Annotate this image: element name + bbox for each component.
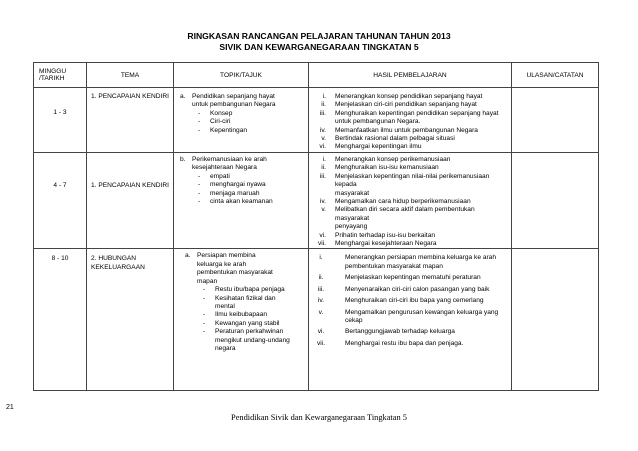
col-tema: TEMA [87, 63, 174, 88]
col-minggu: MINGGU /TARIKH [34, 63, 87, 88]
ulasan-cell [512, 153, 599, 249]
list-item: iii. Menghuraikan kepentingan pendidikan sepanjang hayat untuk pembangunan Negara. [319, 109, 499, 126]
minggu-cell: 8 - 10 [34, 249, 87, 391]
list-item: iii. Menjelaskan kepentingan nilai-nilai perikemanusiaan kepada masyarakat [319, 172, 490, 197]
page-footer: Pendidikan Sivik dan Kewarganegaraan Tingkatan 5 [231, 413, 407, 422]
page-corner-mark: 21 [6, 404, 14, 411]
list-item: vi. Menghargai kepentingan ilmu [319, 143, 422, 151]
topik-cell: a. Persiapan membina keluarga ke arah pembentukan masyarakat mapan - Restu ibu/bapa penjaga - Kesihatan fizikal dan mental - Ilmu keibubapaan - Kewangan yang stabil - Peraturan perkahwinan mengikut undang-undang negara [174, 249, 309, 391]
list-item: vi. Bertanggungjawab terhadap keluarga [317, 328, 455, 336]
list-item: ii. Menghuraikan isu-isu kemanusiaan [321, 164, 439, 172]
list-item: vii. Menghargai kesejahteraan Negara [317, 240, 437, 248]
list-item: v. Melibatkan diri secara aktif dalam pembentukan masyarakat penyayang [321, 206, 475, 231]
list-item: v. Bertindak rasional dalam pelbagai situasi [321, 135, 455, 143]
col-topik: TOPIK/TAJUK [174, 63, 309, 88]
list-item: iii. Menyenaraikan ciri-ciri calon pasangan yang baik [317, 285, 490, 293]
table-row [34, 153, 599, 249]
table-row [34, 88, 599, 153]
document-subtitle: SIVIK DAN KEWARGANEGARAAN TINGKATAN 5 [219, 42, 419, 52]
ulasan-cell [512, 249, 599, 391]
list-item: iv. Mengamalkan cara hidup berperikemanusiaan [319, 198, 471, 206]
list-item: iv. Memanfaatkan ilmu untuk pembangunan Negara [319, 126, 478, 134]
lesson-plan-table [33, 62, 599, 391]
hasil-cell [309, 88, 512, 153]
ulasan-cell [512, 88, 599, 153]
topik-cell: a. Pendidikan sepanjang hayat untuk pembangunan Negara - Konsep - Ciri-ciri - Kepentingan [174, 88, 309, 153]
list-item: ii. Menjelaskan ciri-ciri pendidikan sepanjang hayat [321, 101, 477, 109]
list-item: ii. Menjelaskan kepentingan mematuhi peraturan [318, 274, 481, 282]
table-row [34, 249, 599, 391]
document-title: RINGKASAN RANCANGAN PELAJARAN TAHUNAN TAHUN 2013 [187, 31, 451, 41]
tema-cell: 2. HUBUNGAN KEKELUARGAAN [87, 249, 174, 391]
list-item: i. Menerangkan konsep perikemanusiaan [322, 156, 451, 163]
minggu-cell: 4 - 7 [34, 153, 87, 249]
list-item: i. Menerangkan persiapan membina keluarga ke arah pembentukan masyarakat mapan [319, 254, 497, 270]
tema-cell: 1. PENCAPAIAN KENDIRI [87, 153, 174, 249]
header-row [34, 63, 599, 88]
tema-cell: 1. PENCAPAIAN KENDIRI [87, 88, 174, 153]
col-ulasan: ULASAN/CATATAN [512, 63, 599, 88]
list-item: v. Mengamalkan pengurusan kewangan keluarga yang cekap [318, 308, 499, 324]
list-item: vi. Prihatin terhadap isu-isu berkaitan [319, 231, 436, 239]
topik-cell: b. Perikemanusiaan ke arah kesejahteraan Negara - empati - menghargai nyawa - menjaga maruah - cinta akan keamanan [174, 153, 309, 249]
list-item: i. Menerangkan konsep pendidikan sepanjang hayat [322, 93, 483, 100]
hasil-cell [309, 249, 512, 391]
list-item: vii. Menghargai restu ibu bapa dan penjaga. [316, 339, 464, 347]
hasil-cell [309, 153, 512, 249]
col-hasil: HASIL PEMBELAJARAN [309, 63, 512, 88]
list-item: iv. Menghuraikan ciri-ciri ibu bapa yang cemerlang [317, 297, 484, 305]
minggu-cell: 1 - 3 [34, 88, 87, 153]
